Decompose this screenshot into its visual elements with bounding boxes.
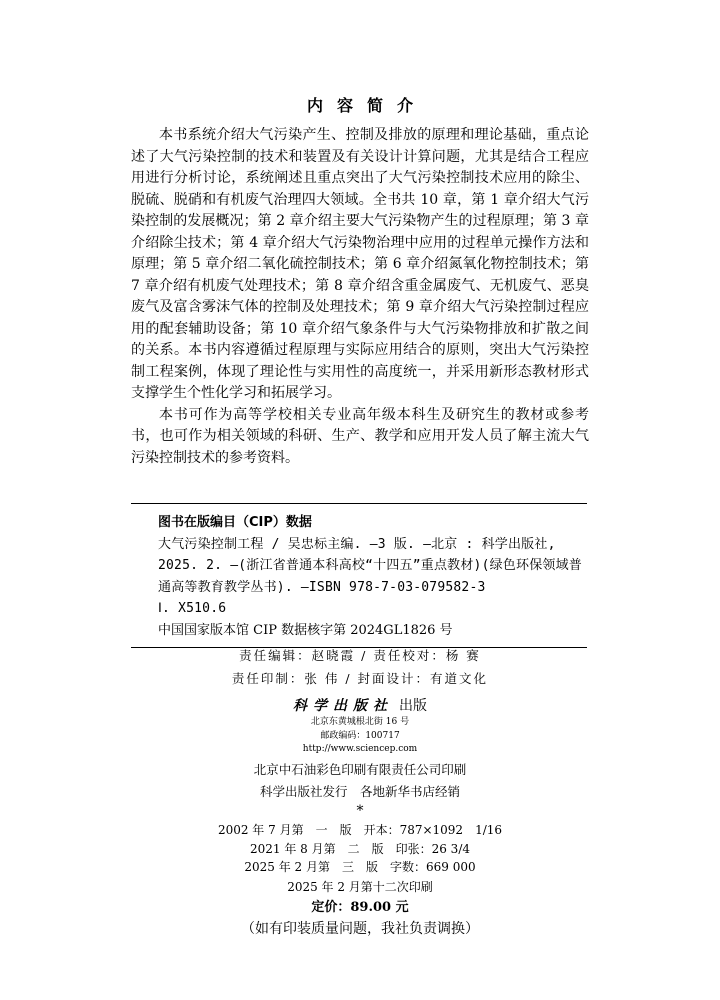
edition-line-1: 2002 年 7 月第 一 版 开本：787×1092 1/16 bbox=[217, 823, 503, 837]
publisher-logo-text: 科学出版社 bbox=[293, 698, 393, 714]
printing-line: 2025 年 2 月第十二次印刷 bbox=[287, 880, 433, 894]
publisher-line bbox=[0, 695, 720, 715]
edition-line-2: 2021 年 8 月第 二 版 印张：26 3/4 bbox=[249, 842, 470, 856]
cip-entry: 大气污染控制工程 / 吴忠标主编. —3 版. —北京 : 科学出版社, 2025. 2. —(浙江省普通本科高校“十四五”重点教材)(绿色环保领域普通高等教育教学丛书). —ISBN 978-7-03-079582-3 bbox=[158, 536, 583, 595]
price: 定价：89.00 元 bbox=[311, 900, 409, 915]
quality-notice: （如有印装质量问题，我社负责调换） bbox=[241, 921, 479, 937]
separator-star: * bbox=[356, 803, 364, 819]
publisher-address: 北京东黄城根北街 16 号 bbox=[310, 717, 410, 727]
page-title: 内容简介 bbox=[306, 96, 427, 115]
editor-credits: 责任编辑：赵晓霞 / 责任校对：杨 赛 bbox=[239, 648, 481, 663]
publisher-suffix: 出版 bbox=[399, 698, 427, 714]
production-credits: 责任印制：张 伟 / 封面设计：有道文化 bbox=[231, 671, 489, 686]
summary-paragraph-1: 本书系统介绍大气污染产生、控制及排放的原理和理论基础，重点论述了大气污染控制的技术和装置及有关设计计算问题，尤其是结合工程应用进行分析讨论，系统阐述且重点突出了大气污染控制技术应用的除尘、脱硫、脱硝和有机废气治理四大领域。全书共 10 章，第 1 章介绍大气污染控制的发展概况；第 2 章介绍主要大气污染物产生的过程原理；第 3 章介绍除尘技术；第 4 章介绍大气污染物治理中应用的过程单元操作方法和原理；第 5 章介绍二氧化硫控制技术；第 6 章介绍氮氧化物控制技术；第 7 章介绍有机废气处理技术；第 8 章介绍含重金属废气、无机废气、恶臭废气及富含雾沫气体的控制及处理技术；第 9 章介绍大气污染控制过程应用的配套辅助设备；第 10 章介绍气象条件与大气污染物排放和扩散之间的关系。本书内容遵循过程原理与实际应用结合的原则，突出大气污染控制工程案例，体现了理论性与实用性的高度统一，并采用新形态教材形式支撑学生个性化学习和拓展学习。 bbox=[131, 127, 589, 401]
cip-record-number: 中国国家版本馆 CIP 数据核字第 2024GL1826 号 bbox=[158, 622, 453, 638]
publisher-url: http://www.sciencep.com bbox=[302, 744, 418, 754]
publisher-postcode: 邮政编码：100717 bbox=[320, 731, 400, 741]
distribution-info: 科学出版社发行 各地新华书店经销 bbox=[259, 784, 460, 799]
summary-paragraph-2: 本书可作为高等学校相关专业高年级本科生及研究生的教材或参考书，也可作为相关领域的科研、生产、教学和应用开发人员了解主流大气污染控制技术的参考资料。 bbox=[131, 406, 589, 466]
cip-classification: Ⅰ. X510.6 bbox=[158, 601, 227, 616]
printer-info: 北京中石油彩色印刷有限责任公司印刷 bbox=[253, 762, 467, 777]
edition-line-3: 2025 年 2 月第 三 版 字数：669 000 bbox=[244, 860, 476, 874]
cip-heading: 图书在版编目（CIP）数据 bbox=[158, 515, 312, 530]
book-summary bbox=[131, 125, 589, 469]
cip-data-block bbox=[131, 503, 587, 648]
